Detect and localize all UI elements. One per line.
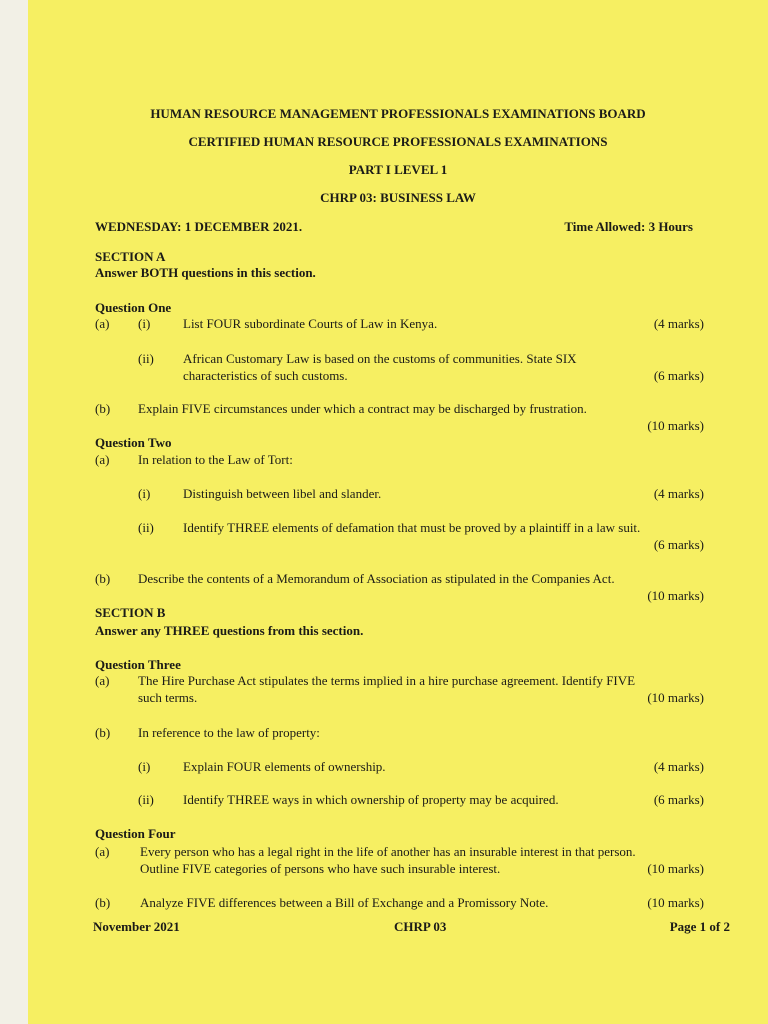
question-text: such terms. bbox=[138, 690, 198, 705]
paper-heading: CHRP 03: BUSINESS LAW bbox=[320, 190, 476, 205]
marks: (4 marks) bbox=[653, 486, 704, 501]
question-text: Outline FIVE categories of persons who have such insurable interest. bbox=[140, 861, 501, 876]
question-three-title: Question Three bbox=[95, 657, 181, 672]
exam-paper-page bbox=[28, 0, 768, 1024]
subitem-label: (i) bbox=[138, 759, 151, 774]
item-label: (a) bbox=[95, 452, 110, 467]
subitem-label: (ii) bbox=[138, 351, 154, 366]
question-text: Analyze FIVE differences between a Bill of Exchange and a Promissory Note. bbox=[140, 895, 549, 910]
marks: (4 marks) bbox=[653, 759, 704, 774]
question-text: In relation to the Law of Tort: bbox=[138, 452, 293, 467]
marks: (10 marks) bbox=[647, 861, 704, 876]
subitem-label: (ii) bbox=[138, 520, 154, 535]
section-a-title: SECTION A bbox=[95, 249, 166, 264]
section-b-title: SECTION B bbox=[95, 605, 166, 620]
question-one-title: Question One bbox=[95, 300, 172, 315]
question-text: Distinguish between libel and slander. bbox=[183, 486, 382, 501]
part-heading: PART I LEVEL 1 bbox=[348, 162, 448, 177]
question-text: In reference to the law of property: bbox=[138, 725, 320, 740]
question-text: Identify THREE elements of defamation that must be proved by a plaintiff in a law suit. bbox=[183, 520, 641, 535]
question-text: Describe the contents of a Memorandum of Association as stipulated in the Companies Act. bbox=[138, 571, 615, 586]
section-b-instruction: Answer any THREE questions from this section. bbox=[95, 623, 364, 638]
subitem-label: (ii) bbox=[138, 792, 154, 807]
marks: (10 marks) bbox=[647, 588, 704, 603]
marks: (10 marks) bbox=[647, 895, 704, 910]
question-text: List FOUR subordinate Courts of Law in Kenya. bbox=[183, 316, 438, 331]
question-text: The Hire Purchase Act stipulates the terms implied in a hire purchase agreement. Identify FIVE bbox=[138, 673, 636, 688]
question-text: Identify THREE ways in which ownership of property may be acquired. bbox=[183, 792, 559, 807]
subitem-label: (i) bbox=[138, 316, 151, 331]
marks: (6 marks) bbox=[653, 537, 704, 552]
item-label: (b) bbox=[95, 895, 111, 910]
item-label: (a) bbox=[95, 673, 110, 688]
marks: (4 marks) bbox=[653, 316, 704, 331]
question-text: Every person who has a legal right in the life of another has an insurable interest in that person. bbox=[140, 844, 636, 859]
section-a-instruction: Answer BOTH questions in this section. bbox=[95, 265, 316, 280]
subitem-label: (i) bbox=[138, 486, 151, 501]
item-label: (b) bbox=[95, 725, 111, 740]
question-four-title: Question Four bbox=[95, 826, 176, 841]
question-two-title: Question Two bbox=[95, 435, 172, 450]
time-allowed: Time Allowed: 3 Hours bbox=[564, 219, 693, 234]
marks: (10 marks) bbox=[647, 418, 704, 433]
exam-date: WEDNESDAY: 1 DECEMBER 2021. bbox=[95, 219, 303, 234]
item-label: (a) bbox=[95, 844, 110, 859]
marks: (6 marks) bbox=[653, 368, 704, 383]
footer-date: November 2021 bbox=[93, 919, 180, 934]
item-label: (b) bbox=[95, 401, 111, 416]
question-text: Explain FOUR elements of ownership. bbox=[183, 759, 386, 774]
scan-margin bbox=[0, 0, 28, 1024]
question-text: Explain FIVE circumstances under which a contract may be discharged by frustration. bbox=[138, 401, 587, 416]
item-label: (b) bbox=[95, 571, 111, 586]
footer-page-number: Page 1 of 2 bbox=[669, 919, 730, 934]
exam-heading: CERTIFIED HUMAN RESOURCE PROFESSIONALS EXAMINATIONS bbox=[188, 134, 608, 149]
item-label: (a) bbox=[95, 316, 110, 331]
footer-paper-code: CHRP 03 bbox=[394, 919, 447, 934]
question-text: African Customary Law is based on the customs of communities. State SIX bbox=[183, 351, 577, 366]
marks: (10 marks) bbox=[647, 690, 704, 705]
board-heading: HUMAN RESOURCE MANAGEMENT PROFESSIONALS EXAMINATIONS BOARD bbox=[150, 106, 646, 121]
question-text: characteristics of such customs. bbox=[183, 368, 348, 383]
marks: (6 marks) bbox=[653, 792, 704, 807]
